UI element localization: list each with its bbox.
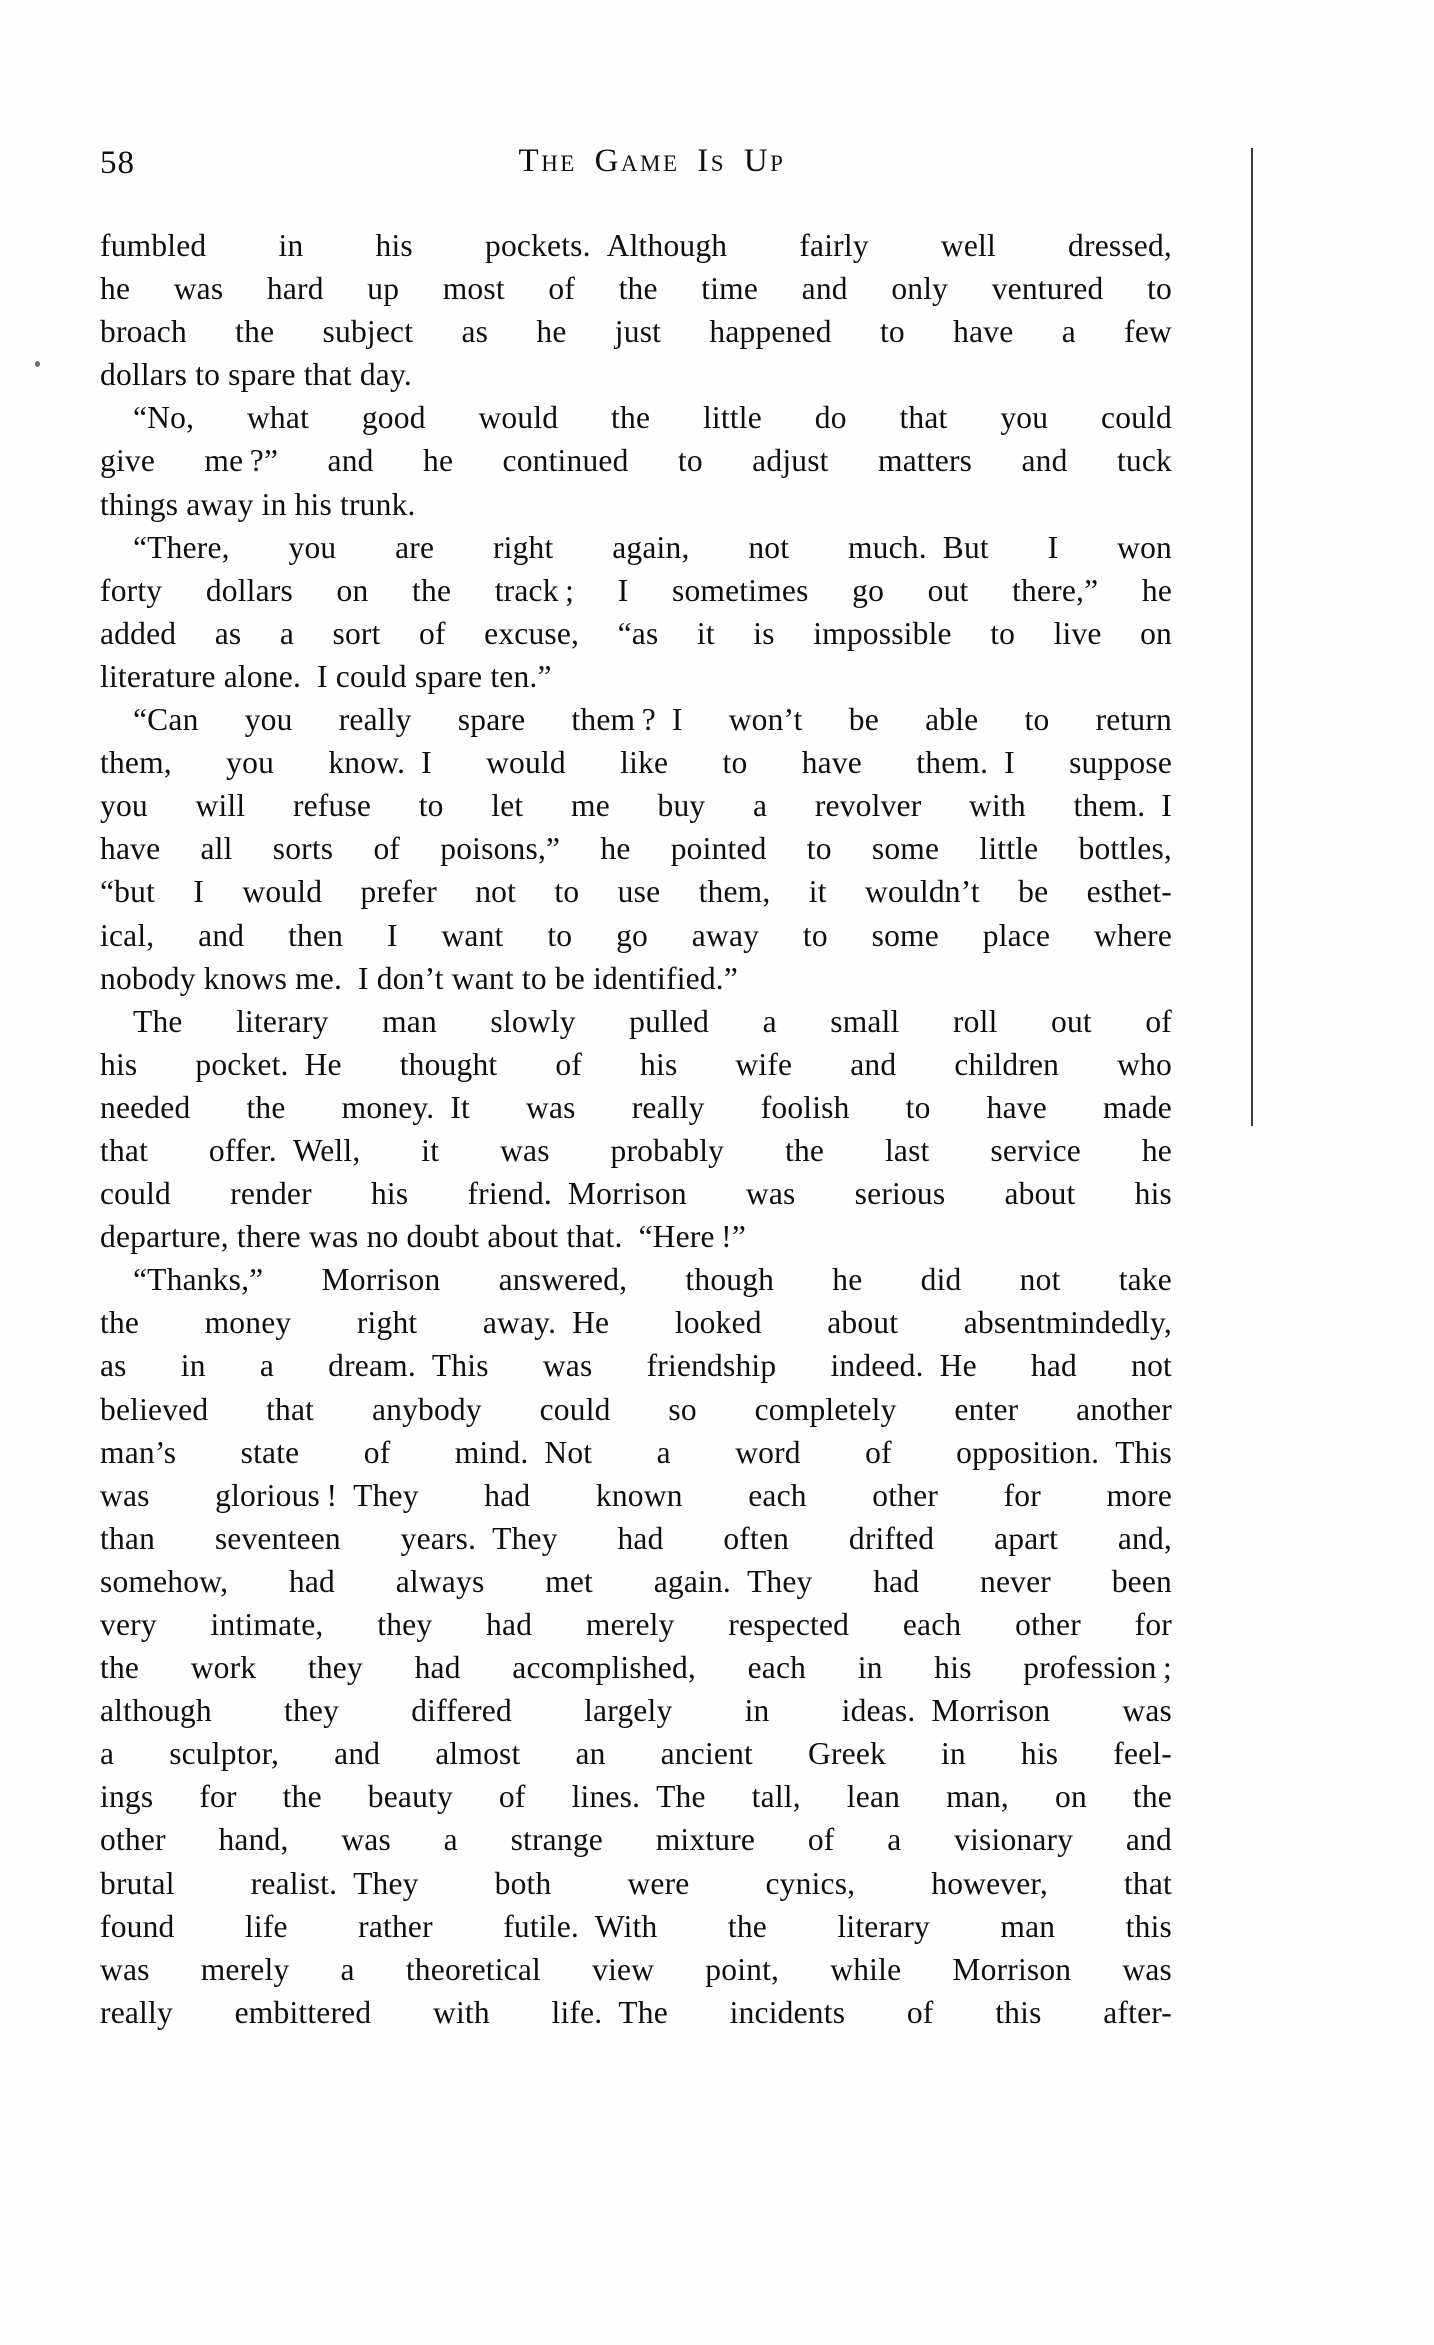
running-title: The Game Is Up (518, 143, 786, 179)
text-line: could render his friend. Morrison was serious about his (100, 1176, 1172, 1212)
text-line: you will refuse to let me buy a revolver with them. I (100, 788, 1172, 824)
text-line: give me ?” and he continued to adjust matters and tuck (100, 443, 1172, 479)
text-line: than seventeen years. They had often drifted apart and, (100, 1520, 1172, 1556)
text-line: brutal realist. They both were cynics, however, that (100, 1865, 1172, 1901)
text-line: ings for the beauty of lines. The tall, lean man, on the (100, 1779, 1172, 1815)
ink-speck-artifact (35, 361, 40, 367)
text-line: ical, and then I want to go away to some place where (100, 917, 1172, 953)
text-line: “Can you really spare them ? I won’t be able to return (133, 702, 1172, 738)
text-line: “Thanks,” Morrison answered, though he did not take (133, 1262, 1172, 1298)
text-line: “but I would prefer not to use them, it wouldn’t be esthet- (100, 874, 1172, 910)
text-line: have all sorts of poisons,” he pointed to some little bottles, (100, 831, 1172, 867)
text-line: the money right away. He looked about absentmindedly, (100, 1305, 1172, 1341)
text-line: really embittered with life. The incidents of this after- (100, 1994, 1172, 2030)
text-line: The literary man slowly pulled a small roll out of (133, 1003, 1172, 1039)
text-line: as in a dream. This was friendship indeed. He had not (100, 1348, 1172, 1384)
text-line: forty dollars on the track ; I sometimes go out there,” he (100, 572, 1172, 608)
page-header (100, 143, 1172, 187)
text-line: them, you know. I would like to have them. I suppose (100, 745, 1172, 781)
text-line: needed the money. It was really foolish to have made (100, 1089, 1172, 1125)
text-line: he was hard up most of the time and only ventured to (100, 271, 1172, 307)
text-line: very intimate, they had merely respected each other for (100, 1607, 1172, 1642)
text-line: things away in his trunk. (100, 486, 416, 522)
text-line: was merely a theoretical view point, while Morrison was (100, 1951, 1172, 1987)
text-line: the work they had accomplished, each in his profession ; (100, 1650, 1172, 1686)
scan-artifact-line (1251, 148, 1253, 1126)
text-line: literature alone. I could spare ten.” (100, 658, 552, 694)
text-line: other hand, was a strange mixture of a visionary and (100, 1822, 1172, 1858)
page-body (100, 224, 1172, 2034)
text-line: although they differed largely in ideas. Morrison was (100, 1693, 1172, 1729)
text-line: broach the subject as he just happened to have a few (100, 314, 1172, 350)
text-line: believed that anybody could so completely enter another (100, 1391, 1172, 1427)
text-line: added as a sort of excuse, “as it is impossible to live on (100, 615, 1172, 651)
text-line: departure, there was no doubt about that. “Here !” (100, 1219, 747, 1255)
text-line: “No, what good would the little do that you could (133, 400, 1172, 436)
text-line: somehow, had always met again. They had never been (100, 1563, 1172, 1599)
text-line: that offer. Well, it was probably the last service he (100, 1132, 1172, 1168)
page-number: 58 (100, 145, 135, 181)
text-line: nobody knows me. I don’t want to be identified.” (100, 960, 739, 996)
text-line: “There, you are right again, not much. But I won (133, 529, 1172, 565)
text-line: was glorious ! They had known each other for more (100, 1477, 1172, 1513)
text-line: fumbled in his pockets. Although fairly well dressed, (100, 228, 1172, 263)
text-line: found life rather futile. With the literary man this (100, 1908, 1172, 1944)
text-line: his pocket. He thought of his wife and children who (100, 1046, 1172, 1082)
text-line: man’s state of mind. Not a word of opposition. This (100, 1434, 1172, 1470)
text-line: dollars to spare that day. (100, 357, 412, 393)
text-line: a sculptor, and almost an ancient Greek in his feel- (100, 1736, 1172, 1772)
